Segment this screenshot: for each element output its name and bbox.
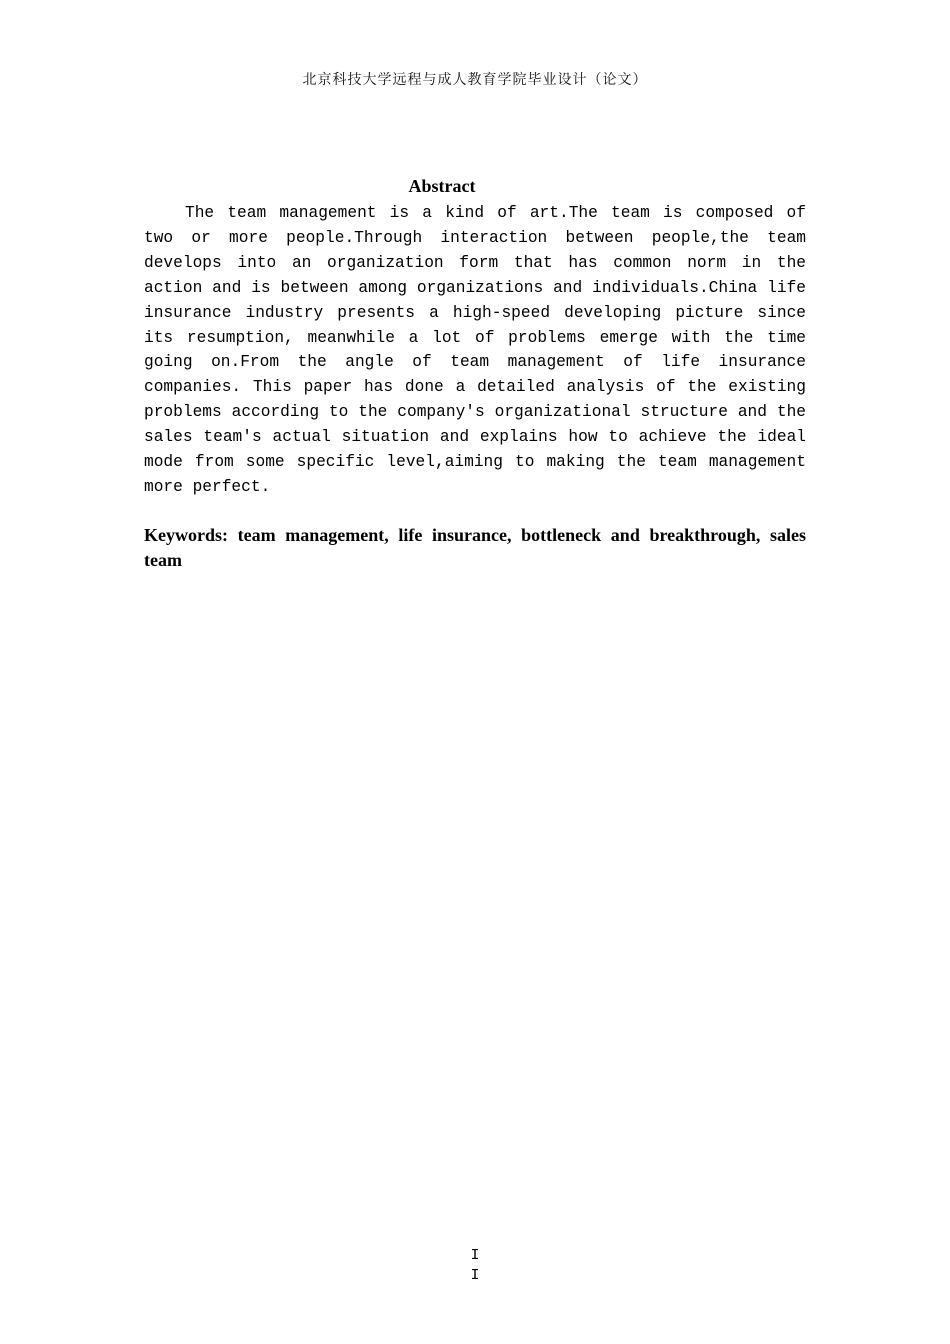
abstract-title: Abstract [408, 176, 476, 196]
running-header: 北京科技大学远程与成人教育学院毕业设计（论文） [302, 72, 648, 88]
page-number-line-1: I [470, 1247, 480, 1264]
page-number [0, 1246, 950, 1286]
abstract-body: The team management is a kind of art.The team is composed of two or more people.Through interaction between people,the team develops into an organization form that has common norm in the action and is between among organizations and individuals.China life insurance industry presents a high-speed developing picture since its resumption, meanwhile a lot of problems emerge with the time going on.From the angle of team management of life insurance companies. This paper has done a detailed analysis of the existing problems according to the company's organizational structure and the sales team's actual situation and explains how to achieve the ideal mode from some specific level,aiming to making the team management more perfect. [144, 204, 806, 496]
keywords: Keywords: team management, life insurance, bottleneck and breakthrough, sales team [144, 525, 806, 570]
page-number-line-2: I [470, 1267, 480, 1284]
